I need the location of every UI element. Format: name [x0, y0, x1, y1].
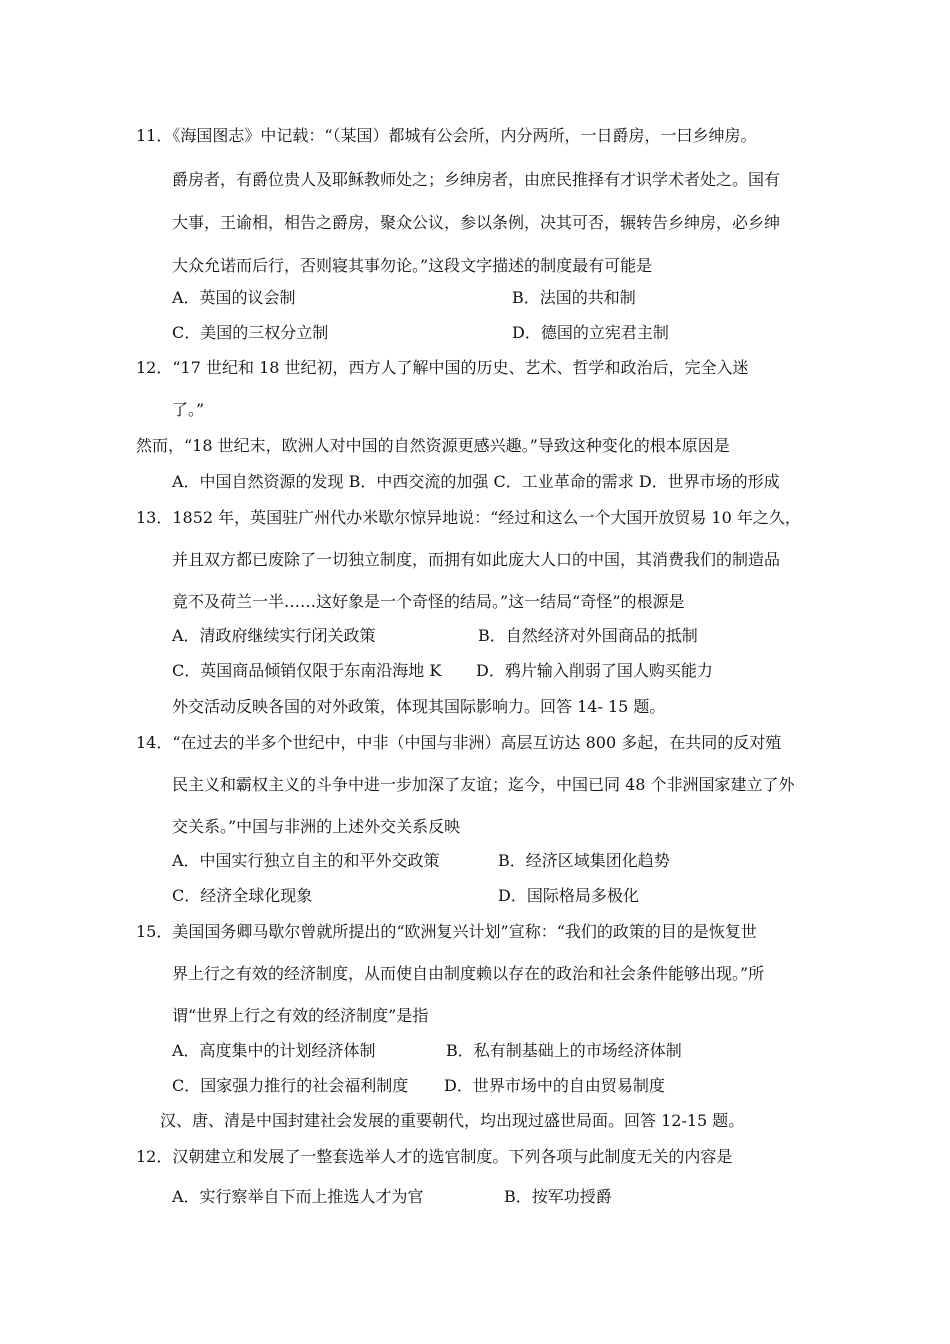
q13-option-c: C．英国商品倾销仅限于东南沿海地 K — [172, 661, 442, 680]
q13-line-1: 13．1852 年，英国驻广州代办米歇尔惊异地说：“经过和这么一个大国开放贸易 10 年之久， — [136, 508, 801, 527]
q11-line-3: 大事，王谕相，相告之爵房，聚众公议，参以条例，决其可否，辗转告乡绅房，必乡绅 — [172, 213, 781, 232]
q11-option-d: D．德国的立宪君主制 — [512, 323, 669, 342]
q14-line-3: 交关系。”中国与非洲的上述外交关系反映 — [172, 817, 461, 836]
q11-option-b: B．法国的共和制 — [512, 288, 636, 307]
q12b-line-1: 12．汉朝建立和发展了一整套选举人才的选官制度。下列各项与此制度无关的内容是 — [136, 1147, 733, 1166]
q15-option-b: B．私有制基础上的市场经济体制 — [446, 1041, 682, 1060]
q13-option-d: D．鸦片输入削弱了国人购买能力 — [476, 661, 713, 680]
intro-14-15: 外交活动反映各国的对外政策，体现其国际影响力。回答 14- 15 题。 — [172, 697, 666, 716]
q13-line-2: 并且双方都已废除了一切独立制度，而拥有如此庞大人口的中国，其消费我们的制造品 — [172, 550, 781, 569]
q12a-options: A．中国自然资源的发现 B．中西交流的加强 C．工业革命的需求 D．世界市场的形成 — [172, 472, 780, 491]
q13-option-b: B．自然经济对外国商品的抵制 — [478, 626, 698, 645]
q15-line-2: 界上行之有效的经济制度，从而使自由制度赖以存在的政治和社会条件能够出现。”所 — [172, 964, 765, 983]
q15-option-a: A．高度集中的计划经济体制 — [172, 1041, 376, 1060]
q12b-option-b: B．按军功授爵 — [504, 1187, 612, 1206]
q13-line-3: 竟不及荷兰一半……这好象是一个奇怪的结局。”这一结局“奇怪”的根源是 — [172, 592, 685, 611]
q14-option-c: C．经济全球化现象 — [172, 886, 313, 905]
q12a-line-1: 12．“17 世纪和 18 世纪初，西方人了解中国的历史、艺术、哲学和政治后，完全入迷 — [136, 358, 749, 377]
q15-option-d: D．世界市场中的自由贸易制度 — [444, 1076, 665, 1095]
q15-line-1: 15．美国国务卿马歇尔曾就所提出的“欧洲复兴计划”宣称：“我们的政策的目的是恢复世 — [136, 922, 757, 941]
q14-option-a: A．中国实行独立自主的和平外交政策 — [172, 851, 440, 870]
q13-option-a: A．清政府继续实行闭关政策 — [172, 626, 376, 645]
q15-option-c: C．国家强力推行的社会福利制度 — [172, 1076, 409, 1095]
q11-line-2: 爵房者，有爵位贵人及耶稣教师处之；乡绅房者，由庶民推择有才识学术者处之。国有 — [172, 170, 781, 189]
q12a-line-2: 了。” — [172, 400, 205, 419]
q14-line-1: 14．“在过去的半多个世纪中，中非（中国与非洲）高层互访达 800 多起，在共同的反对殖 — [136, 733, 782, 752]
q11-line-1: 11．《海国图志》中记载：“（某国）都城有公会所，内分两所，一日爵房，一曰乡绅房。 — [136, 126, 757, 145]
q11-line-4: 大众允诺而后行，否则寝其事勿论。”这段文字描述的制度最有可能是 — [172, 256, 653, 275]
q14-option-d: D．国际格局多极化 — [498, 886, 639, 905]
q15-line-3: 谓“世界上行之有效的经济制度”是指 — [172, 1006, 429, 1025]
q11-option-c: C．美国的三权分立制 — [172, 323, 329, 342]
intro-12-15: 汉、唐、清是中国封建社会发展的重要朝代，均出现过盛世局面。回答 12-15 题。 — [160, 1111, 745, 1130]
q12a-line-3: 然而，“18 世纪末，欧洲人对中国的自然资源更感兴趣。”导致这种变化的根本原因是 — [136, 436, 730, 455]
q11-option-a: A．英国的议会制 — [172, 288, 296, 307]
q12b-option-a: A．实行察举自下而上推选人才为官 — [172, 1187, 424, 1206]
q14-line-2: 民主义和霸权主义的斗争中进一步加深了友谊；迄今，中国已同 48 个非洲国家建立了外 — [172, 775, 795, 794]
q14-option-b: B．经济区域集团化趋势 — [498, 851, 670, 870]
